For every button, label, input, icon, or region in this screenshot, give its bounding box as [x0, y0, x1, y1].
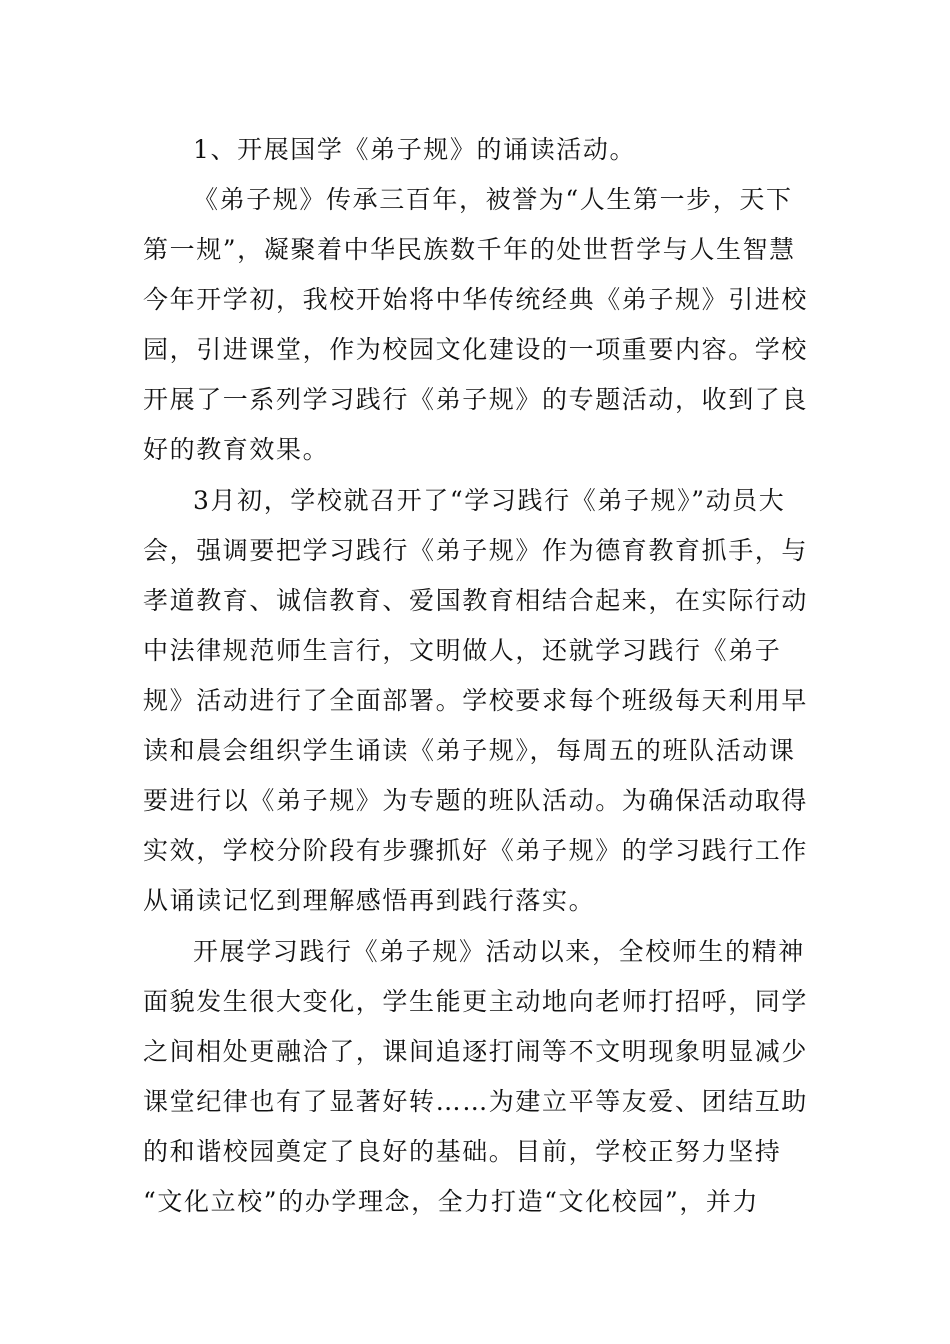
text-line: 中法律规范师生言行，文明做人，还就学习践行《弟子 [143, 636, 782, 665]
text-line: 今年开学初，我校开始将中华传统经典《弟子规》引进校 [143, 285, 809, 314]
text-line: 要进行以《弟子规》为专题的班队活动。为确保活动取得 [143, 786, 809, 815]
text-line: 3月初，学校就召开了“学习践行《弟子规》”动员大 [193, 486, 786, 515]
text-line: 1、开展国学《弟子规》的诵读活动。 [193, 135, 637, 164]
text-line: 课堂纪律也有了显著好转……为建立平等友爱、团结互助 [143, 1087, 809, 1116]
text-line: 第一规”，凝聚着中华民族数千年的处世哲学与人生智慧 [143, 235, 796, 264]
text-line: 开展了一系列学习践行《弟子规》的专题活动，收到了良 [143, 385, 809, 414]
text-line: 从诵读记忆到理解感悟再到践行落实。 [143, 886, 596, 915]
text-line: “文化立校”的办学理念，全力打造“文化校园”，并力 [143, 1187, 760, 1216]
text-line: 园，引进课堂，作为校园文化建设的一项重要内容。学校 [143, 335, 809, 364]
text-line: 的和谐校园奠定了良好的基础。目前，学校正努力坚持 [143, 1137, 782, 1166]
text-line: 《弟子规》传承三百年，被誉为“人生第一步，天下 [193, 185, 793, 214]
text-line: 孝道教育、诚信教育、爱国教育相结合起来，在实际行动 [143, 586, 809, 615]
text-line: 好的教育效果。 [143, 435, 330, 464]
text-line: 开展学习践行《弟子规》活动以来，全校师生的精神 [193, 937, 805, 966]
text-line: 面貌发生很大变化，学生能更主动地向老师打招呼，同学 [143, 987, 809, 1016]
text-line: 会，强调要把学习践行《弟子规》作为德育教育抓手，与 [143, 536, 809, 565]
text-line: 之间相处更融洽了，课间追逐打闹等不文明现象明显减少 [143, 1037, 809, 1066]
text-line: 读和晨会组织学生诵读《弟子规》，每周五的班队活动课 [143, 736, 796, 765]
text-line: 规》活动进行了全面部署。学校要求每个班级每天利用早 [143, 686, 809, 715]
text-line: 实效，学校分阶段有步骤抓好《弟子规》的学习践行工作 [143, 836, 809, 865]
